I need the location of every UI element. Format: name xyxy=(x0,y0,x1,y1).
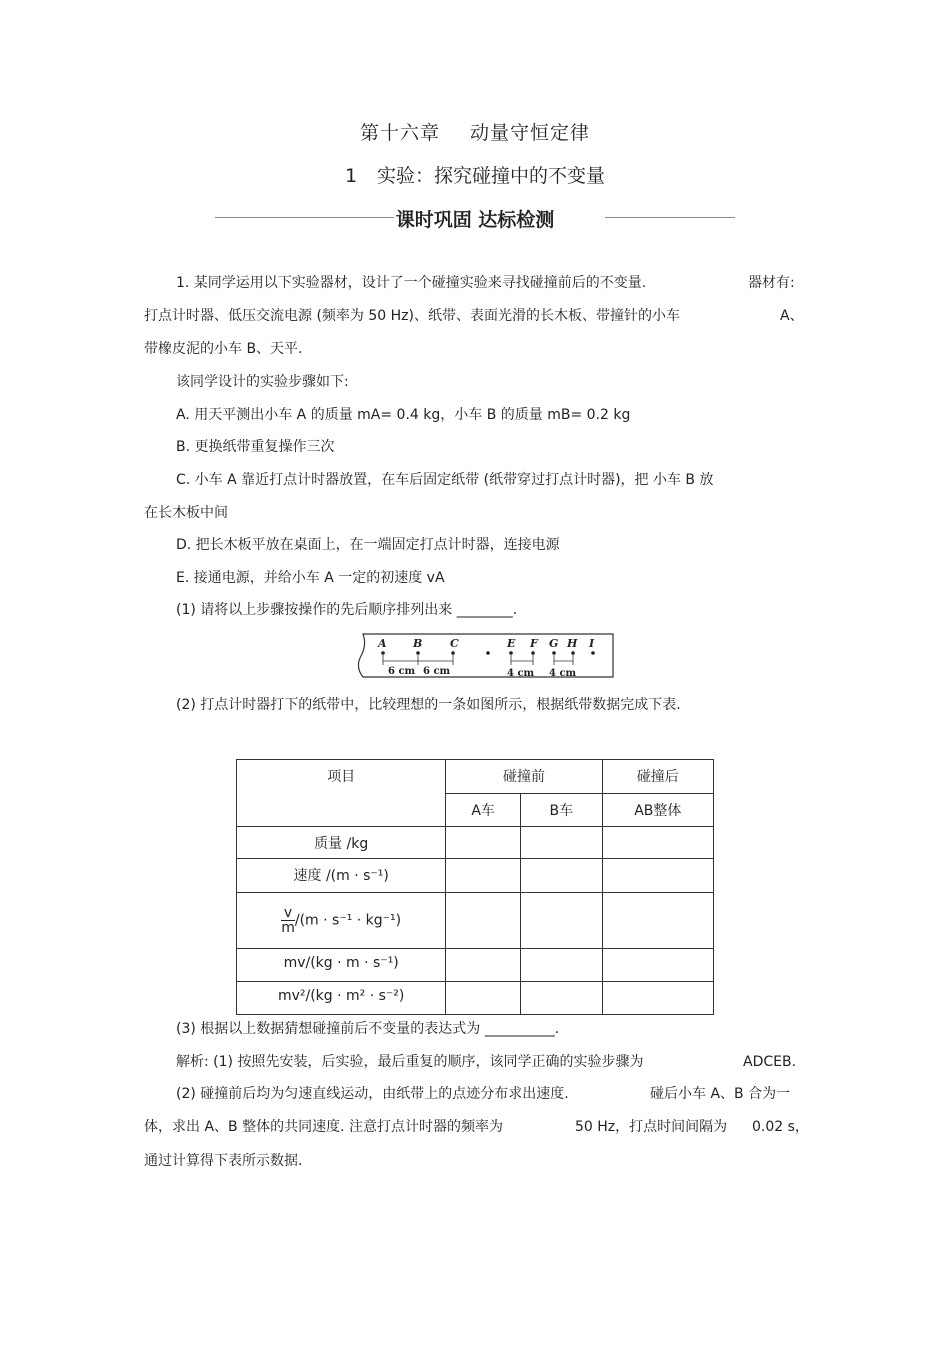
tape-dim-bc: 6 cm xyxy=(423,666,451,677)
table-cell[interactable] xyxy=(520,893,602,949)
table-cell[interactable] xyxy=(446,949,521,982)
tape-dim-ab: 6 cm xyxy=(388,666,416,677)
tape-dim-gh: 4 cm xyxy=(549,668,577,679)
tape-dot xyxy=(486,651,490,655)
solution-line1: 解析: (1) 按照先安装，后实验，最后重复的顺序，该同学正确的实验步骤为 xyxy=(176,1054,644,1070)
header-before: 碰撞前 xyxy=(446,760,602,794)
tape-label-i: I xyxy=(589,637,595,650)
table-cell[interactable] xyxy=(520,827,602,859)
header-car-ab: AB整体 xyxy=(602,794,713,827)
tape-dot xyxy=(451,651,455,655)
table-cell[interactable] xyxy=(602,859,713,893)
step-b: B. 更换纸带重复操作三次 xyxy=(176,439,335,455)
solution-line2: (2) 碰撞前后均为匀速直线运动，由纸带上的点迹分布求出速度. xyxy=(176,1086,569,1102)
q1-line3: 带橡皮泥的小车 B、天平. xyxy=(144,341,303,357)
sub-question-1: (1) 请将以上步骤按操作的先后顺序排列出来 ________. xyxy=(176,602,518,618)
tape-dot xyxy=(416,651,420,655)
solution-answer: ADCEB. xyxy=(743,1054,797,1070)
tape-label-c: C xyxy=(450,637,459,650)
tape-label-h: H xyxy=(567,637,578,650)
tape-dot xyxy=(509,651,513,655)
table-cell[interactable] xyxy=(446,893,521,949)
chapter-title: 动量守恒定律 xyxy=(470,122,591,144)
table-row xyxy=(237,893,714,949)
tape-dim-ef: 4 cm xyxy=(507,668,535,679)
tape-dot xyxy=(552,651,556,655)
row-label-velocity: 速度 /(m · s⁻¹) xyxy=(237,859,446,893)
step-e: E. 接通电源，并给小车 A 一定的初速度 vA xyxy=(176,570,445,586)
data-table xyxy=(236,759,714,1015)
step-c: C. 小车 A 靠近打点计时器放置，在车后固定纸带 (纸带穿过打点计时器)，把 小车 B 放 xyxy=(176,472,714,488)
tape-label-a: A xyxy=(378,637,387,650)
step-d: D. 把长木板平放在桌面上，在一端固定打点计时器，连接电源 xyxy=(176,537,560,553)
header-item: 项目 xyxy=(237,760,446,827)
row-label-mv2: mv²/(kg · m² · s⁻²) xyxy=(237,982,446,1015)
chapter-heading xyxy=(0,118,950,145)
header-after: 碰撞后 xyxy=(602,760,713,794)
paper-tape-figure xyxy=(355,631,617,681)
solution-line3: 体，求出 A、B 整体的共同速度. 注意打点计时器的频率为 xyxy=(144,1119,503,1135)
tape-label-g: G xyxy=(549,637,559,650)
table-cell[interactable] xyxy=(520,982,602,1015)
table-cell[interactable] xyxy=(602,949,713,982)
section-title: 实验：探究碰撞中的不变量 xyxy=(377,165,606,187)
row-label-v-over-m: $\frac{v}{m}$ /(m · s⁻¹ · kg⁻¹) xyxy=(237,893,446,949)
table-cell[interactable] xyxy=(602,982,713,1015)
q1-line2-tail: A、 xyxy=(780,308,804,324)
table-cell[interactable] xyxy=(446,859,521,893)
header-car-a: A车 xyxy=(446,794,521,827)
table-cell[interactable] xyxy=(446,982,521,1015)
table-cell[interactable] xyxy=(446,827,521,859)
q1-line1-tail: 器材有: xyxy=(748,275,795,291)
step-a: A. 用天平测出小车 A 的质量 mA= 0.4 kg，小车 B 的质量 mB= 0.2 kg xyxy=(176,407,631,423)
sub-question-2: (2) 打点计时器打下的纸带中，比较理想的一条如图所示，根据纸带数据完成下表. xyxy=(176,697,681,713)
row-label-mv: mv/(kg · m · s⁻¹) xyxy=(237,949,446,982)
section-number: 1 xyxy=(344,165,358,187)
table-row xyxy=(237,949,714,982)
section-heading xyxy=(0,161,950,188)
table-cell[interactable] xyxy=(602,827,713,859)
steps-intro: 该同学设计的实验步骤如下: xyxy=(176,374,349,390)
fraction-v-over-m: $\frac{v}{m}$ xyxy=(281,905,295,936)
table-row xyxy=(237,982,714,1015)
q1-line1: 1. 某同学运用以下实验器材，设计了一个碰撞实验来寻找碰撞前后的不变量. xyxy=(176,275,647,291)
row-label-mass: 质量 /kg xyxy=(237,827,446,859)
table-row xyxy=(237,859,714,893)
tape-dot xyxy=(571,651,575,655)
step-c-cont: 在长木板中间 xyxy=(144,505,228,521)
header-car-b: B车 xyxy=(520,794,602,827)
solution-line3-tail: 0.02 s， xyxy=(752,1119,809,1135)
tape-dot xyxy=(531,651,535,655)
table-cell[interactable] xyxy=(520,859,602,893)
tape-label-e: E xyxy=(507,637,516,650)
table-cell[interactable] xyxy=(602,893,713,949)
table-cell[interactable] xyxy=(520,949,602,982)
chapter-number: 第十六章 xyxy=(359,122,440,144)
solution-line3-mid: 50 Hz，打点时间间隔为 xyxy=(575,1119,728,1135)
table-row xyxy=(237,827,714,859)
solution-line2-tail: 碰后小车 A、B 合为一 xyxy=(650,1086,791,1102)
q1-line2: 打点计时器、低压交流电源 (频率为 50 Hz)、纸带、表面光滑的长木板、带撞针的小车 xyxy=(144,308,680,324)
tape-label-b: B xyxy=(413,637,423,650)
banner-title: 课时巩固 达标检测 xyxy=(395,209,555,231)
tape-dot xyxy=(591,651,595,655)
solution-line4: 通过计算得下表所示数据. xyxy=(144,1153,303,1169)
sub-question-3: (3) 根据以上数据猜想碰撞前后不变量的表达式为 __________. xyxy=(176,1021,560,1037)
tape-label-f: F xyxy=(530,637,538,650)
tape-dot xyxy=(381,651,385,655)
